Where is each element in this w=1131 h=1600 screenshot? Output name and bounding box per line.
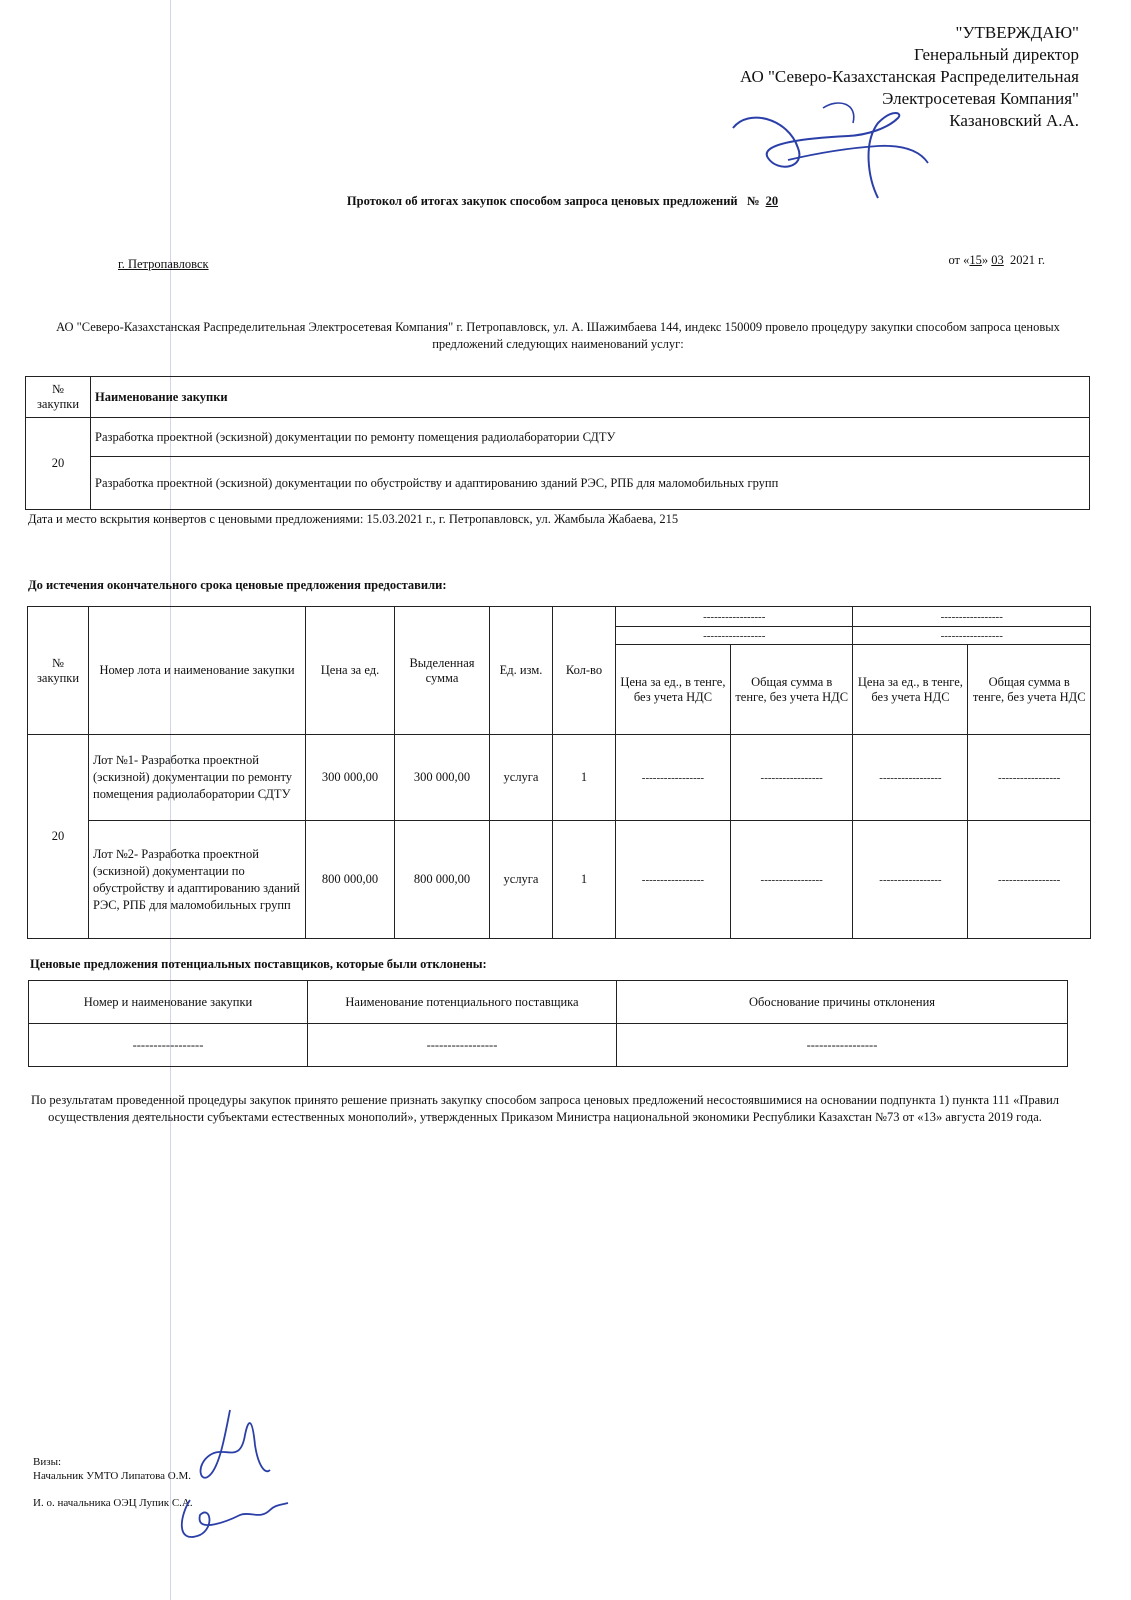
col-header-num: № закупки <box>26 377 91 418</box>
lot-qty: 1 <box>553 735 616 821</box>
visa-oec: И. о. начальника ОЭЦ Лупик С.А. <box>33 1497 193 1509</box>
col-header-supplier: Наименование потенциального поставщика <box>308 981 617 1024</box>
date-year: 2021 г. <box>1010 253 1045 267</box>
purchase-number: 20 <box>26 418 91 510</box>
col-header-qty: Кол-во <box>553 607 616 735</box>
purchase-item: Разработка проектной (эскизной) документации по обустройству и адаптированию зданий РЭС, РПБ для маломобильных групп <box>91 457 1090 510</box>
col-header-supplier-price: Цена за ед., в тенге, без учета НДС <box>616 645 731 735</box>
col-header-name: Наименование закупки <box>91 377 1090 418</box>
approval-position: Генеральный директор <box>913 45 1079 64</box>
col-header-reason: Обоснование причины отклонения <box>617 981 1068 1024</box>
col-header-supplier-price: Цена за ед., в тенге, без учета НДС <box>853 645 968 735</box>
rejected-reason: ----------------- <box>617 1024 1068 1067</box>
col-header-price: Цена за ед. <box>306 607 395 735</box>
approval-company: АО "Северо-Казахстанская Распределительная <box>740 67 1079 86</box>
supplier-1-name: ----------------- <box>616 607 853 627</box>
purchase-item: Разработка проектной (эскизной) документации по ремонту помещения радиолаборатории СДТУ <box>91 418 1090 457</box>
col-header-unit: Ед. изм. <box>490 607 553 735</box>
table-row <box>28 735 1091 821</box>
protocol-title-text: Протокол об итогах закупок способом запроса ценовых предложений <box>346 194 738 208</box>
supplier-1-total: ----------------- <box>730 735 853 821</box>
lot-name: Лот №1- Разработка проектной (эскизной) документации по ремонту помещения радиолаборатории СДТУ <box>89 735 306 821</box>
opening-info: Дата и место вскрытия конвертов с ценовыми предложениями: 15.03.2021 г., г. Петропавловск, ул. Жамбыла Жабаева, 215 <box>28 512 679 526</box>
date-sep: » <box>981 253 989 267</box>
intro-paragraph: АО "Северо-Казахстанская Распределительная Электросетевая Компания" г. Петропавловск, ул. А. Шажимбаева 144, индекс 150009 провело процедуру закупки способом запроса ценовых предложений следующих наименований услуг: <box>56 320 1060 351</box>
supplier-2-price: ----------------- <box>853 821 968 939</box>
lot-price: 800 000,00 <box>306 821 395 939</box>
date-month: 03 <box>991 253 1004 267</box>
table-row <box>26 457 1090 510</box>
lot-qty: 1 <box>553 821 616 939</box>
supplier-1-price: ----------------- <box>616 821 731 939</box>
protocol-date <box>948 253 1045 268</box>
lot-unit: услуга <box>490 821 553 939</box>
rejected-caption: Ценовые предложения потенциальных поставщиков, которые были отклонены: <box>30 957 487 971</box>
approval-company-cont: Электросетевая Компания" <box>882 89 1079 108</box>
visa-umto: Начальник УМТО Липатова О.М. <box>33 1470 192 1482</box>
supplier-1-price: ----------------- <box>616 735 731 821</box>
protocol-number-label: № <box>747 194 760 208</box>
decision-paragraph: По результатам проведенной процедуры закупок принято решение признать закупку способом запроса ценовых предложений несостоявшимися на основании подпункта 1) пункта 111 «Правил осуществления деятельности субъектами естественных монополий», утвержденных Приказом Министра национальной экономики Республики Казахстан №73 от «13» августа 2019 года. <box>30 1093 1060 1124</box>
lot-allocated: 800 000,00 <box>395 821 490 939</box>
rejected-table <box>28 980 1068 1067</box>
approval-signer: Казановский А.А. <box>949 111 1079 130</box>
purchase-number: 20 <box>28 735 89 939</box>
lot-allocated: 300 000,00 <box>395 735 490 821</box>
city: г. Петропавловск <box>118 257 209 271</box>
supplier-1-detail: ----------------- <box>616 627 853 645</box>
col-header-lot: Номер лота и наименование закупки <box>89 607 306 735</box>
col-header-num: № закупки <box>28 607 89 735</box>
protocol-title <box>0 194 1131 209</box>
supplier-2-total: ----------------- <box>968 735 1091 821</box>
supplier-2-detail: ----------------- <box>853 627 1091 645</box>
date-prefix: от « <box>948 253 970 267</box>
approval-heading: "УТВЕРЖДАЮ" <box>955 23 1079 42</box>
table-row <box>29 1024 1068 1067</box>
rejected-purchase: ----------------- <box>29 1024 308 1067</box>
supplier-1-total: ----------------- <box>730 821 853 939</box>
lot-unit: услуга <box>490 735 553 821</box>
supplier-2-price: ----------------- <box>853 735 968 821</box>
approval-block <box>559 22 1079 132</box>
purchases-table <box>25 376 1090 510</box>
table-row <box>28 821 1091 939</box>
col-header-supplier-total: Общая сумма в тенге, без учета НДС <box>968 645 1091 735</box>
table-row <box>26 418 1090 457</box>
col-header-allocated: Выделенная сумма <box>395 607 490 735</box>
col-header-supplier-total: Общая сумма в тенге, без учета НДС <box>730 645 853 735</box>
col-header-purchase: Номер и наименование закупки <box>29 981 308 1024</box>
rejected-supplier: ----------------- <box>308 1024 617 1067</box>
date-day: 15 <box>969 253 982 267</box>
visas-label: Визы: <box>33 1456 62 1468</box>
supplier-2-total: ----------------- <box>968 821 1091 939</box>
offers-table <box>27 606 1091 939</box>
lot-name: Лот №2- Разработка проектной (эскизной) документации по обустройству и адаптированию зданий РЭС, РПБ для маломобильных групп <box>89 821 306 939</box>
lot-price: 300 000,00 <box>306 735 395 821</box>
supplier-2-name: ----------------- <box>853 607 1091 627</box>
offers-caption: До истечения окончательного срока ценовые предложения предоставили: <box>28 578 447 592</box>
protocol-number: 20 <box>765 194 779 208</box>
